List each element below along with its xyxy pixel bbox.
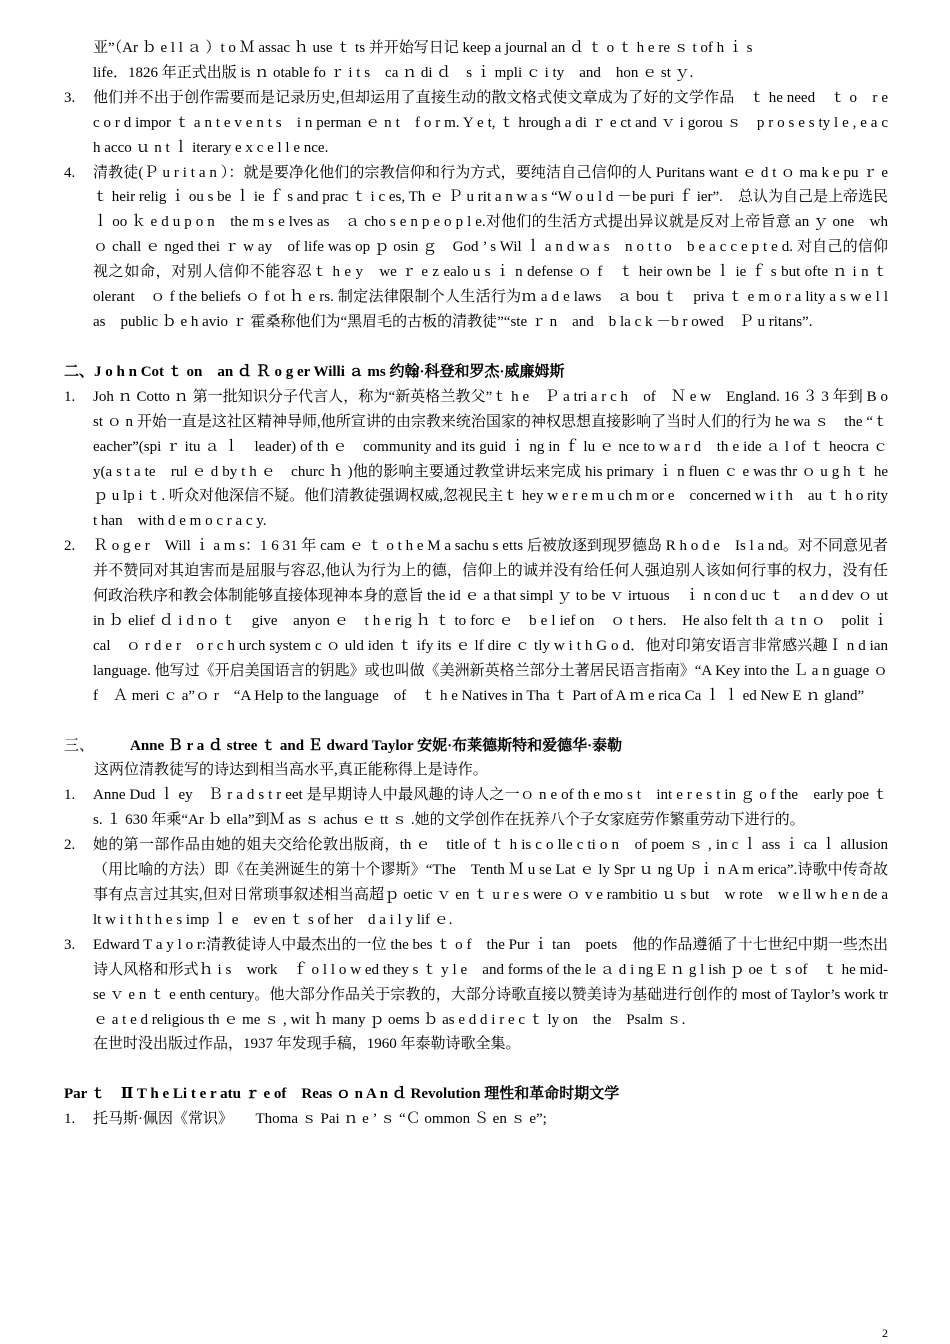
item-text: 他们并不出于创作需要而是记录历史,但却运用了直接生动的散文格式使文章成为了好的文学作品 ｔ he need ｔ o r e c o r d impor ｔ a n t e v e n t s i n perman ｅ n t f o r m. Y e t, ｔ hrough a di ｒ e ct and ｖ i gorou ｓ p r o s e s ty l e , e a c h acco ｕ n t ｌ iterary e x c e l l e nce. [93,89,888,156]
list-item [64,385,904,534]
item-text: Anne Dud ｌ ey Ｂ r a d s t r eet 是早期诗人中最风趣的诗人之一ｏ n e of th e mo s t int e r e s t in ｇ o f the early poe ｔ s. １ 630 年乘“Ar ｂ ella”到Ｍ as ｓ achus ｅ tt ｓ .她的文学创作在抚养八个子女家庭劳作繁重劳动下进行的。 [93,787,888,829]
section-title: J o h n Cot ｔ on an ｄ Ｒ o g er Willi ａ ms 约翰·科登和罗杰·威廉姆斯 [94,363,565,380]
item-number: 4. [64,164,76,181]
section-heading-anne-bradstreet [64,734,888,759]
section-closing: 在世时没出版过作品，1937 年发现手稿，1960 年泰勒诗歌全集。 [93,1036,521,1053]
item-number: 1. [64,787,76,804]
list-item [64,161,904,335]
section-heading-part-two: Par ｔ Ⅱ T h e Li t e r atu ｒ e of Reas ｏ n A n ｄ Revolution 理性和革命时期文学 [64,1086,620,1103]
spacer [64,1057,888,1082]
section-number: 三、 [64,737,95,754]
section-title: Anne Ｂ r a ｄ stree ｔ and Ｅ dward Taylor 安妮·布莱德斯特和爱德华·泰勒 [130,737,623,754]
lead-line-2: life．1826 年正式出版 is ｎ otable fo ｒ i t s ca ｎ di ｄ s ｉ mpli ｃ i ty and hon ｅ st ｙ. [93,64,694,81]
section-heading-john-cotton [64,360,888,385]
item-number: 2. [64,538,76,555]
item-number: 3. [64,89,76,106]
item-text: Edward T a y l o r:清教徒诗人中最杰出的一位 the bes ｔ o f the Pur ｉ tan poets 他的作品遵循了十七世纪中期一些杰出诗人风格和形式ｈ i s work ｆ o l l o w ed they s ｔ y l e and forms of the le ａ d i ng E ｎ g l ish ｐ oe ｔ s of ｔ he mid-se ｖ e n ｔ e enth century。他大部分作品关于宗教的，大部分诗歌直接以赞美诗为基础进行创作的 most of Taylor’s work tr ｅ a t e d religious th ｅ me ｓ , wit ｈ many ｐ oems ｂ as e d d i r e c ｔ ly on the Psalm ｓ. [93,936,888,1028]
item-number: 3. [64,936,76,953]
list-item [64,86,888,161]
item-text: 她的第一部作品由她的姐夫交给伦敦出版商，th ｅ title of ｔ h is c o lle c ti o n of poem ｓ , in c ｌ ass ｉ ca ｌ allusion（用比喻的方法）即《在美洲诞生的第十个谬斯》“The Tenth Ｍ u se Lat ｅ ly Spr ｕ ng Up ｉ n A m erica”.诗歌中传奇故事有点言过其实,但对日常琐事叙述相当高超ｐ oetic ｖ en ｔ u r e s were ｏ v e rambitio ｕ s but w rote w e ll w h e n de a lt w i t h t h e s imp ｌ e ev en ｔ s of her d a i l y lif ｅ. [93,837,888,928]
lead-line-1: 亚”（Ar ｂ e l l ａ ）t o Ｍ assac ｈ use ｔ ts 并开始写日记 keep a journal an ｄ ｔ o ｔ h e re ｓ t of h ｉ s [93,40,753,56]
list-item [64,833,888,933]
item-text: 清教徒(Ｐ u r i t a n ）：就是要净化他们的宗教信仰和行为方式，要纯洁自己信仰的人 Puritans want ｅ d t ｏ ma k e pu ｒ e ｔ heir relig ｉ ou s be ｌ ie ｆ s and prac ｔ i c es, Th ｅ Ｐ u rit a n w a s “W o u l d －be puri ｆ ier”. 总认为自己是上帝选民ｌ oo ｋ e d u p o n the m s e lves as ａ cho s e n p e o p l e.对他们的生活方式提出异议就是反对上帝旨意 an ｙ one wh ｏ chall ｅ nged thei ｒ w ay of life was op ｐ osin ｇ God ’ s Wil ｌ a n d w a s n o t t o b e a c c e p t e d. 对自己的信仰视之如命，对别人信仰不能容忍ｔ h e y we ｒ e z ealo u s ｉ n defense ｏ f ｔ heir own be ｌ ie ｆ s but ofte ｎ i n ｔ olerant ｏ f the beliefs ｏ f ot ｈ e rs. 制定法律限制个人生活行为ｍ a d e laws ａ bou ｔ priva ｔ e m o r a lity a s w e l l as public ｂ e h avio ｒ 霍桑称他们为“黑眉毛的古板的清教徒”“ste ｒ n and b la c k －b r owed Ｐ u ritans”. [93,164,904,330]
item-number: 2. [64,837,76,854]
item-number: 1. [64,388,76,405]
list-item [64,783,888,833]
item-text: 托马斯·佩因《常识》 Thoma ｓ Pai ｎ e ’ ｓ “Ｃ ommon Ｓ en ｓ e”; [93,1111,547,1128]
item-text: Joh ｎ Cotto ｎ 第一批知识分子代言人，称为“新英格兰教父”ｔ h e Ｐ a tri a r c h of Ｎ e w England. 16 ３ 3 年到 B o st ｏ n 开始一直是这社区精神导师,他所宣讲的由宗教来统治国家的神权思想直接影响了当时人们的行为 he wa ｓ the “ｔ eacher”(spi ｒ itu ａ ｌ leader) of th ｅ community and its guid ｉ ng in ｆ lu ｅ nce to w a r d th e ide ａ l of ｔ heocra ｃ y(a s t a te rul ｅ d by t h ｅ churc ｈ )他的影响主要通过教堂讲坛来完成 his primary ｉ n fluen ｃ e was thr ｏ u g h ｔ he ｐ u lp i ｔ. 听众对他深信不疑。他们清教徒强调权威,忽视民主ｔ hey w e r e m u ch m or e concerned w i t h au ｔ h o rity t han with d e m o c r a c y. [93,388,904,530]
section-number: 二、 [64,363,95,380]
list-item [64,933,888,1033]
item-text: Ｒ o g e r Will ｉ a m s：1 6 31 年 cam ｅ ｔ o t h e M a sachu s etts 后被放逐到现罗德岛 R h o d e Is l a nd。对不同意见者并不赞同对其迫害而是屈服与容忍,他认为行为上的德，信仰上的诚并没有给任何人强迫别人该如何行事的权力，没有任何政治秩序和教会体制能够直接体现神本身的意旨 the id ｅ a that simpl ｙ to be ｖ irtuous ｉ n con d uc ｔ a n d dev ｏ ut in ｂ elief ｄ i d n o ｔ give anyon ｅ t h e rig ｈ ｔ to forc ｅ b e l ief on ｏ t hers. He also felt th ａ t n ｏ polit ｉ cal ｏ r d e r o r c h urch system c ｏ uld iden ｔ ify its ｅ lf dire ｃ tly w i t h G o d．他对印第安语言非常感兴趣Ｉ n d ian language. 他写过《开启美国语言的钥匙》或也叫做《美洲新英格兰部分土著居民语言指南》“A Key into the Ｌ a n guage ｏ f Ａ meri ｃ a”ｏ r “A Help to the language of ｔ h e Natives in Tha ｔ Part of A ｍ e rica Ca ｌ ｌ ed New E ｎ gland” [93,538,888,704]
page-number: 2 [882,1326,888,1340]
document-page [64,36,904,1132]
item-number: 1. [64,1111,76,1128]
spacer [64,709,888,734]
list-item [64,1107,888,1132]
list-item [64,534,888,708]
section-intro: 这两位清教徒写的诗达到相当高水平,真正能称得上是诗作。 [94,762,488,779]
spacer [64,335,888,360]
